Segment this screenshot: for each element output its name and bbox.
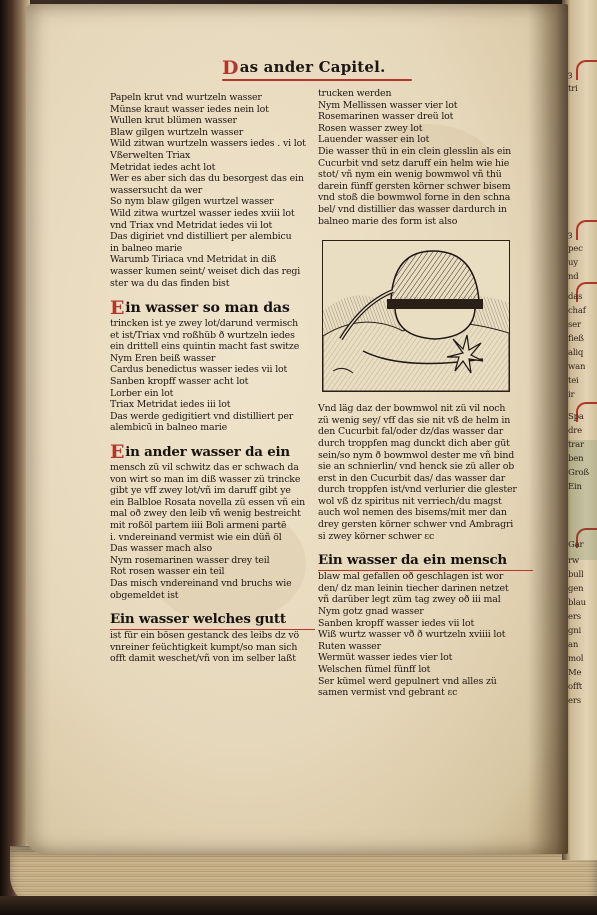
text-line: Warumb Tiriaca vnd Metridat in diß — [110, 254, 277, 266]
text-line: mit roßöl partem iiii Boli armeni partē — [110, 520, 287, 531]
section-body — [110, 318, 315, 434]
text-line: Wild zitwa wurtzel wasser iedes xviii lot — [110, 207, 295, 219]
text-line: Rot rosen wasser ein teil — [110, 566, 225, 578]
text-line: Nym gotz gnad wasser — [318, 606, 424, 618]
section-heading-initial: E — [110, 297, 125, 320]
section-body — [110, 630, 315, 665]
rubric-mark — [576, 60, 597, 80]
text-line: Blaw gilgen wurtzeln wasser — [110, 126, 244, 138]
text-line: stot/ vñ nym ein wenig bowmwol vñ thü — [318, 169, 502, 181]
text-line: vnd stoß die bowmwol forne in den schna — [318, 192, 511, 204]
text-line: Ruten wasser — [318, 640, 381, 652]
distillation-alembic-woodcut-icon — [322, 240, 510, 392]
next-page-text-fragment: ȝ — [568, 230, 573, 240]
book-bottom-shadow — [0, 896, 597, 915]
text-line: si zwey körner schwer ɛc — [318, 530, 435, 542]
next-page-text-fragment: gni — [568, 626, 582, 636]
text-line: Wild zitwan wurtzeln wassers iedes . vi lot — [110, 138, 306, 150]
next-page-text-fragment: uy — [568, 258, 578, 268]
next-page-text-fragment: nd — [568, 272, 579, 282]
section-heading: Ein wasser da ein mensch — [318, 551, 533, 571]
text-line: von wirt so man im diß wasser zü trincke — [110, 473, 301, 485]
next-page-text-fragment: aliq — [568, 348, 584, 358]
text-line: Welschen fümel fünff lot — [318, 664, 431, 675]
text-line: zü wenig sey/ vff das sie nit vß de helm in — [318, 414, 511, 426]
text-line: den/ dz man leinin tiecher darinen netzet — [318, 582, 509, 594]
section-heading — [110, 299, 315, 318]
page-gutter-shadow — [528, 4, 568, 854]
section-heading-initial: E — [110, 441, 125, 464]
text-line: Metridat iedes acht lot — [110, 161, 216, 173]
text-line: blaw mal gefallen oð geschlagen ist wor — [318, 571, 504, 583]
text-line: Das misch vndereinand vnd bruchs wie — [110, 577, 292, 589]
text-line: sie an schnierlin/ vnd henck sie zü aller ob — [318, 461, 515, 473]
text-line: Triax Metridat iedes iii lot — [110, 399, 231, 411]
next-page-text-fragment: bull — [568, 570, 584, 580]
text-line: in balneo marie — [110, 242, 183, 254]
text-line: gibt ye vff zwey lot/vñ im daruff gibt ye — [110, 485, 291, 497]
text-line: vñ darüber legt züm tag zwey oð iii mal — [318, 594, 501, 606]
text-line: Nym Mellissen wasser vier lot — [318, 99, 458, 111]
left-text-column — [110, 92, 315, 665]
text-line: Sanben kropff wasser iedes vii lot — [318, 617, 475, 629]
text-line: trincken ist ye zwey lot/darund vermisch — [110, 318, 298, 330]
text-line: bel/ vnd distillier das wasser dardurch in — [318, 203, 507, 215]
text-line: Papeln krut vnd wurtzeln wasser — [110, 92, 262, 103]
text-line: ein drittell eins quintin macht fast switze — [110, 341, 300, 353]
text-line: den Cucurbit fal/oder dz/das wasser dar — [318, 426, 504, 438]
next-page-text-fragment: Spa — [568, 412, 584, 422]
left-intro-lines — [110, 92, 315, 289]
text-line: So nym blaw gilgen wurtzel wasser — [110, 196, 274, 208]
text-line: alembicū in balneo marie — [110, 422, 228, 434]
next-page-text-fragment: Groß — [568, 468, 589, 478]
right-after-image-lines — [318, 403, 533, 542]
next-page-text-fragment: blau — [568, 598, 586, 608]
text-line: offt damit weschet/vñ von im selber laßt — [110, 653, 296, 665]
text-line: Nym Eren beiß wasser — [110, 352, 216, 364]
text-line: erst in den Cucurbit das/ das wasser dar — [318, 472, 506, 484]
next-page-text-fragment: ȝ — [568, 70, 573, 80]
text-line: sein/so nym ð bowmwol dester me vñ bind — [318, 449, 515, 461]
text-line: Das werde gedigitiert vnd distilliert per — [110, 410, 294, 422]
section-body — [318, 571, 533, 699]
text-line: Münse kraut wasser iedes nein lot — [110, 103, 269, 115]
chapter-title-text: as ander Capitel. — [239, 58, 386, 76]
next-page-text-fragment: dre — [568, 426, 582, 436]
next-page-text-fragment: tri — [568, 84, 578, 94]
text-line: auch wol nemen des bisems/mit mer dan — [318, 507, 507, 519]
text-line: Das digiriet vnd distilliert per alembicu — [110, 231, 292, 243]
text-line: et ist/Triax vnd roßhüb ð wurtzeln iedes — [110, 329, 295, 341]
woodcut-illustration — [323, 241, 509, 391]
section-heading: Ein wasser welches gutt — [110, 610, 315, 630]
text-line: vnreiner feüchtigkeit kumpt/so man sich — [110, 641, 298, 653]
next-page-text-fragment: fieß — [568, 334, 584, 344]
text-line: drey gersten körner schwer vnd Ambragri — [318, 519, 514, 531]
next-page-text-fragment: ers — [568, 696, 581, 706]
text-line: Vnd läg daz der bowmwol nit zü vil noch — [318, 403, 506, 415]
text-line: wassersucht da wer — [110, 184, 203, 196]
chapter-title-underline — [222, 79, 412, 81]
text-line: Wer es aber sich das du besorgest das ein — [110, 173, 304, 185]
chapter-title-initial: D — [222, 57, 239, 79]
rubric-mark — [576, 220, 597, 240]
text-line: obgemeldet ist — [110, 589, 179, 601]
text-line: wasser kumen seint/ weiset dich das regi — [110, 265, 301, 277]
section-heading-text: in wasser so man das — [125, 300, 290, 317]
chapter-title — [222, 58, 386, 78]
text-line: Lorber ein lot — [110, 387, 174, 399]
next-page-text-fragment: Gar — [568, 540, 584, 550]
text-line: Cardus benedictus wasser iedes vii lot — [110, 364, 288, 376]
text-line: Wiß wurtz wasser vð ð wurtzeln xviiii lot — [318, 629, 506, 641]
text-line: ster wa du das finden bist — [110, 277, 230, 289]
right-top-lines — [318, 88, 533, 227]
next-page-text-fragment: ben — [568, 454, 584, 464]
text-line: Rosemarinen wasser dreü lot — [318, 111, 454, 123]
text-line: mal oð zwey den leib vñ wenig bestreicht — [110, 508, 301, 520]
next-page-text-fragment: offt — [568, 682, 583, 692]
text-line: balneo marie des form ist also — [318, 215, 458, 227]
text-line: Rosen wasser zwey lot — [318, 122, 423, 134]
next-page-text-fragment: chaf — [568, 306, 586, 316]
next-page-text-fragment: wan — [568, 362, 586, 372]
next-page-text-fragment: das — [568, 292, 583, 302]
section-heading — [110, 443, 315, 462]
text-line: Sanben kropff wasser acht lot — [110, 376, 249, 388]
text-line: samen vermist vnd gebrant ɛc — [318, 687, 458, 699]
next-page-text-fragment: tei — [568, 376, 579, 386]
text-line: Nym rosemarinen wasser drey teil — [110, 554, 270, 566]
text-line: ist für ein bösen gestanck des leibs dz vö — [110, 630, 300, 642]
text-line: Ser kümel werd gepulnert vnd alles zü — [318, 675, 497, 687]
next-page-text-fragment: ser — [568, 320, 581, 330]
text-line: wol vß dz spiritus nit verriech/du magst — [318, 495, 502, 507]
text-line: Wermüt wasser iedes vier lot — [318, 652, 453, 664]
section-heading-text: in ander wasser da ein — [125, 444, 290, 461]
next-page-text-fragment: rw — [568, 556, 579, 566]
next-page-text-fragment: mol — [568, 654, 584, 664]
text-line: Lauender wasser ein lot — [318, 134, 430, 146]
next-page-text-fragment: gen — [568, 584, 584, 594]
text-line: mensch zü vil schwitz das er schwach da — [110, 462, 299, 474]
next-page-text-fragment: pec — [568, 244, 583, 254]
text-line: durch troppfen mag dunckt dich aber gūt — [318, 437, 510, 449]
text-line: Wullen krut blümen wasser — [110, 115, 237, 127]
text-line: i. vndereinand vermist wie ein düñ öl — [110, 531, 282, 543]
next-page-text-fragment: ir — [568, 390, 575, 400]
text-line: Vßerwelten Triax — [110, 149, 191, 161]
text-line: Das wasser mach also — [110, 543, 212, 555]
text-line: vnd Triax vnd Metridat iedes vii lot — [110, 219, 273, 231]
next-page-text-fragment: trar — [568, 440, 584, 450]
text-line: trucken werden — [318, 88, 392, 99]
next-page-text-fragment: ers — [568, 612, 581, 622]
next-page-text-fragment: Ein — [568, 482, 582, 492]
text-line: Die wasser thü in ein clein glesslin als ein — [318, 145, 512, 157]
next-page-text-fragment: Me — [568, 668, 582, 678]
text-line: Cucurbit vnd setz daruff ein helm wie hie — [318, 157, 510, 169]
section-body — [110, 462, 315, 601]
text-line: durch troppfen ist/vnd verlurier die glester — [318, 484, 517, 496]
text-line: ein Balbloe Rosata novella zü essen vñ ein — [110, 496, 306, 508]
text-line: darein fünff gersten körner schwer bisem — [318, 180, 511, 192]
right-text-column — [318, 88, 533, 699]
next-page-text-fragment: an — [568, 640, 579, 650]
